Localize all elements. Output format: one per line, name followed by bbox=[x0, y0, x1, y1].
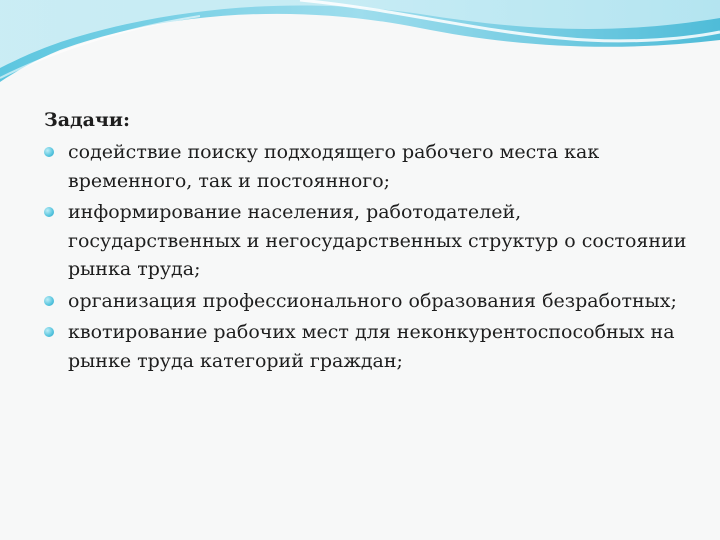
task-list bbox=[44, 138, 694, 375]
list-item bbox=[44, 287, 694, 316]
bullet-icon bbox=[44, 296, 54, 306]
list-item bbox=[44, 138, 694, 195]
list-item-text: организация профессионального образования безработных; bbox=[68, 289, 677, 312]
bullet-icon bbox=[44, 207, 54, 217]
list-item bbox=[44, 198, 694, 284]
list-item-text: содействие поиску подходящего рабочего места как временного, так и постоянного; bbox=[68, 141, 600, 192]
slide-heading: Задачи: bbox=[44, 109, 131, 131]
slide-content bbox=[44, 106, 694, 378]
list-item-text: квотирование рабочих мест для неконкурентоспособных на рынке труда категорий граждан; bbox=[68, 321, 675, 372]
list-item-text: информирование населения, работодателей, государственных и негосударственных структур о состоянии рынка труда; bbox=[68, 201, 687, 280]
decorative-wave-header bbox=[0, 0, 720, 90]
bullet-icon bbox=[44, 327, 54, 337]
list-item bbox=[44, 318, 694, 375]
bullet-icon bbox=[44, 147, 54, 157]
